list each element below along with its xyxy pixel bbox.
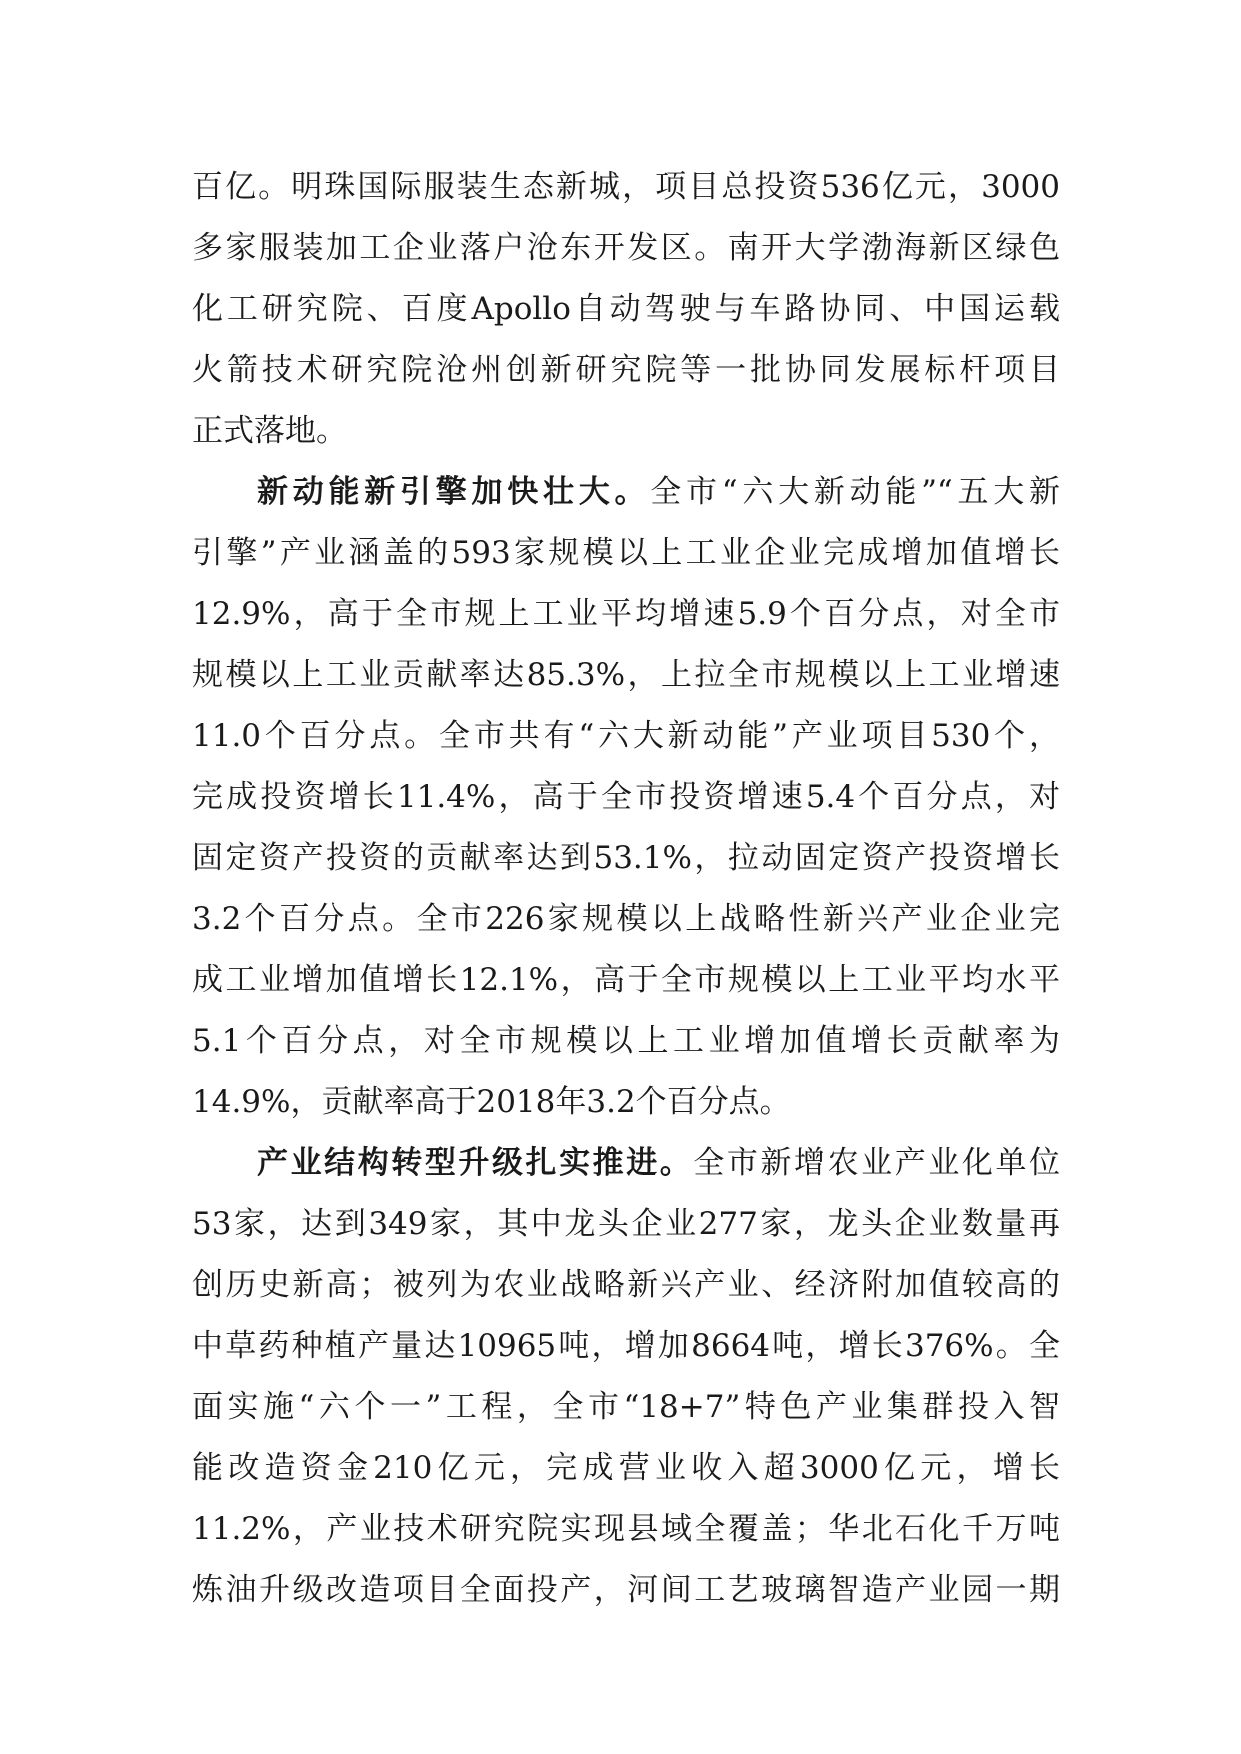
text-line: 面实施“六个一”工程，全市“18+7”特色产业集群投入智 <box>192 1389 1060 1425</box>
text-line: 11.0个百分点。全市共有“六大新动能”产业项目530个， <box>192 718 1060 754</box>
text-line: 正式落地。 <box>192 413 347 449</box>
paragraph-continuation <box>192 162 1060 467</box>
text-line: 火箭技术研究院沧州创新研究院等一批协同发展标杆项目 <box>192 352 1060 388</box>
text-line: 能改造资金210亿元，完成营业收入超3000亿元，增长 <box>192 1450 1060 1486</box>
document-page <box>192 162 1060 1626</box>
text-line: 14.9%，贡献率高于2018年3.2个百分点。 <box>192 1084 791 1120</box>
text-line: 引擎”产业涵盖的593家规模以上工业企业完成增加值增长 <box>192 535 1060 571</box>
text-line: 完成投资增长11.4%，高于全市投资增速5.4个百分点，对 <box>192 779 1060 815</box>
text-line <box>192 467 1060 528</box>
text-span: 全市“六大新动能”“五大新 <box>650 474 1061 510</box>
text-line: 3.2个百分点。全市226家规模以上战略性新兴产业企业完 <box>192 901 1060 937</box>
text-line: 12.9%，高于全市规上工业平均增速5.9个百分点，对全市 <box>192 596 1060 632</box>
text-span: 全市新增农业产业化单位 <box>693 1145 1061 1181</box>
text-line: 固定资产投资的贡献率达到53.1%，拉动固定资产投资增长 <box>192 840 1060 876</box>
text-line: 中草药种植产量达10965吨，增加8664吨，增长376%。全 <box>192 1328 1060 1364</box>
text-line: 化工研究院、百度Apollo自动驾驶与车路协同、中国运载 <box>192 291 1060 327</box>
paragraph-new-momentum <box>192 467 1060 1138</box>
text-line: 规模以上工业贡献率达85.3%，上拉全市规模以上工业增速 <box>192 657 1060 693</box>
text-line: 53家，达到349家，其中龙头企业277家，龙头企业数量再 <box>192 1206 1060 1242</box>
text-line: 多家服装加工企业落户沧东开发区。南开大学渤海新区绿色 <box>192 230 1060 266</box>
text-line: 5.1个百分点，对全市规模以上工业增加值增长贡献率为 <box>192 1023 1060 1059</box>
text-line: 百亿。明珠国际服装生态新城，项目总投资536亿元，3000 <box>192 169 1060 205</box>
text-line: 创历史新高；被列为农业战略新兴产业、经济附加值较高的 <box>192 1267 1060 1303</box>
paragraph-heading: 新动能新引擎加快壮大。 <box>257 474 651 510</box>
paragraph-heading: 产业结构转型升级扎实推进。 <box>257 1145 694 1181</box>
text-line: 炼油升级改造项目全面投产，河间工艺玻璃智造产业园一期 <box>192 1572 1060 1608</box>
text-line: 11.2%，产业技术研究院实现县域全覆盖；华北石化千万吨 <box>192 1511 1060 1547</box>
paragraph-industrial-structure <box>192 1138 1060 1626</box>
text-line: 成工业增加值增长12.1%，高于全市规模以上工业平均水平 <box>192 962 1060 998</box>
text-line <box>192 1138 1060 1199</box>
